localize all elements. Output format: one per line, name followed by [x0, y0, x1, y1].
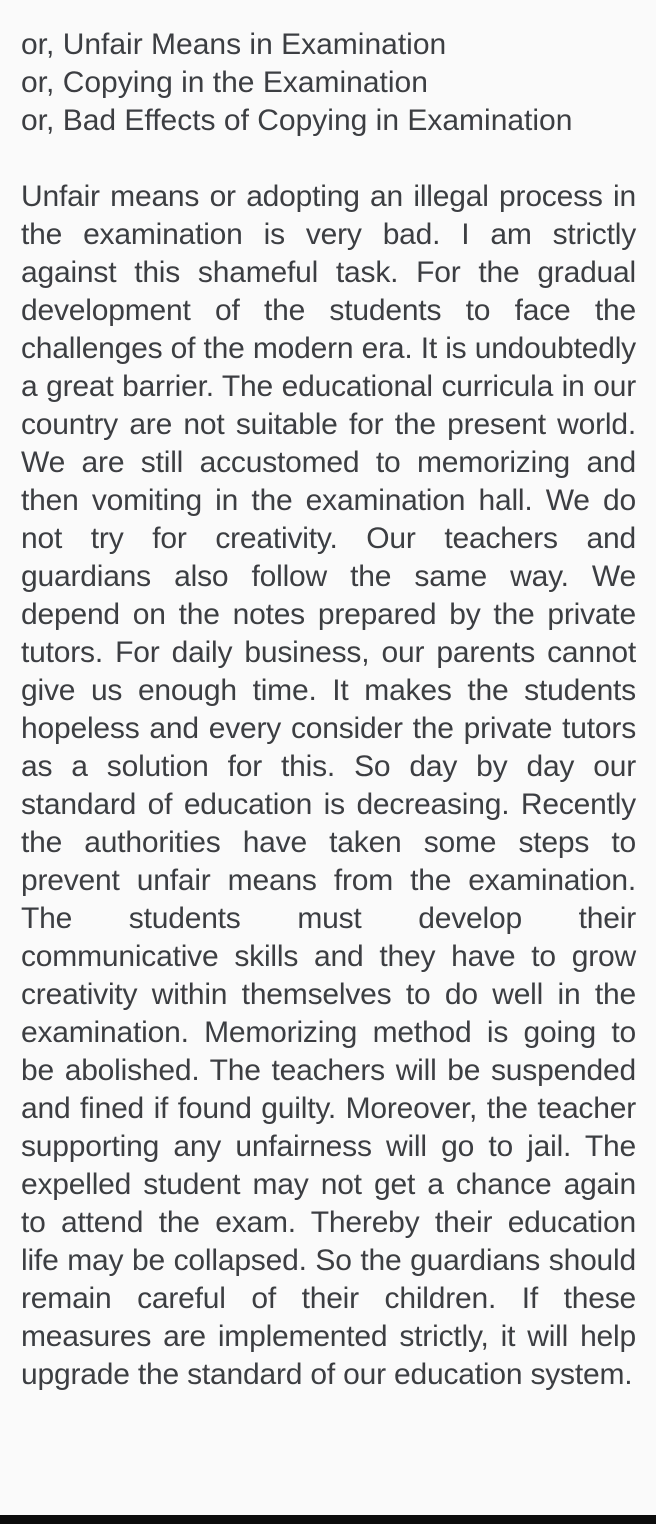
essay-title-line-2: or, Copying in the Examination — [21, 66, 428, 99]
bottom-black-bar — [0, 1515, 656, 1524]
essay-title-line-3: or, Bad Effects of Copying in Examination — [21, 104, 573, 137]
essay-body-paragraph: Unfair means or adopting an illegal process in the examination is very bad. I am strictly against this shameful task. For the gradual development of the students to face the challenges of the modern era. It is undoubtedly a great barrier. The educational curricula in our country are not suitable for the present world. We are still accustomed to memorizing and then vomiting in the examination hall. We do not try for creativity. Our teachers and guardians also follow the same way. We depend on the notes prepared by the private tutors. For daily business, our parents cannot give us enough time. It makes the students hopeless and every consider the private tutors as a solution for this. So day by day our standard of education is decreasing. Recently the authorities have taken some steps to prevent unfair means from the examination. The students must develop their communicative skills and they have to grow creativity within themselves to do well in the examination. Memorizing method is going to be abolished. The teachers will be suspended and fined if found guilty. Moreover, the teacher supporting any unfairness will go to jail. The expelled student may not get a chance again to attend the exam. Thereby their education life may be collapsed. So the guardians should remain careful of their children. If these measures are implemented strictly, it will help upgrade the standard of our education system. — [21, 180, 636, 1391]
essay-title-line-1: or, Unfair Means in Examination — [21, 28, 447, 61]
essay-title-block — [21, 26, 636, 140]
